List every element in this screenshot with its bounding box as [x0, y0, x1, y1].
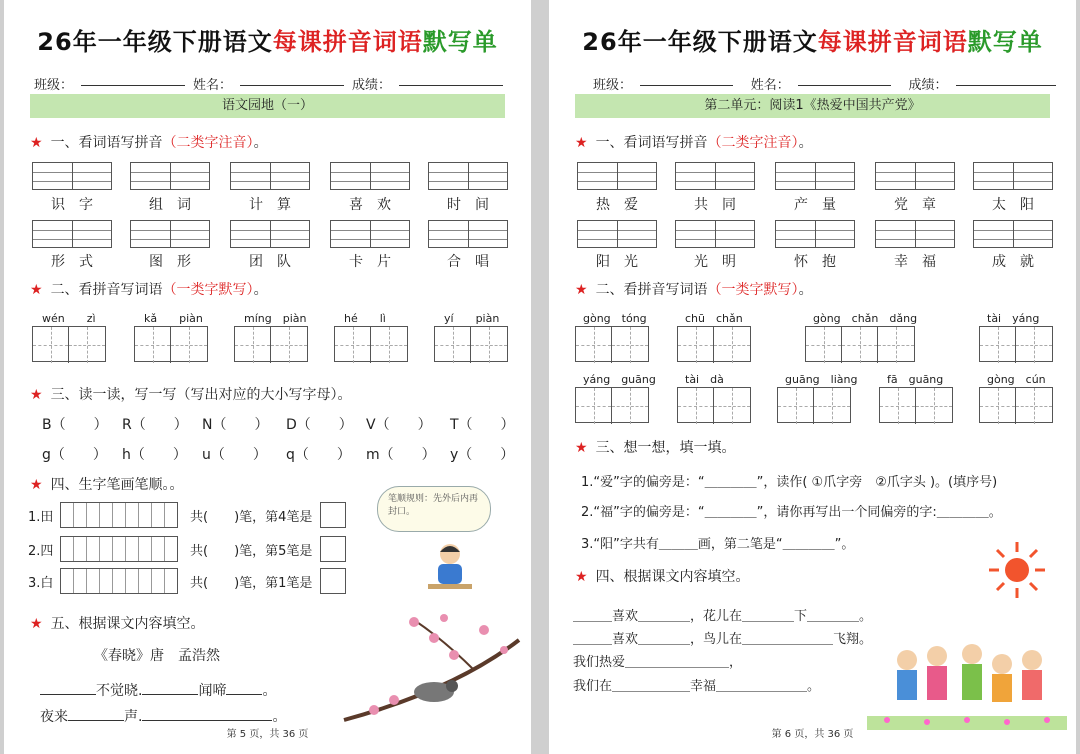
tian-cell[interactable]: [678, 388, 714, 424]
speech-bubble: 笔顺规则：先外后内再封口。: [377, 486, 491, 532]
tian-cell[interactable]: [678, 327, 714, 363]
grid-cell[interactable]: [371, 163, 410, 189]
name-field[interactable]: [798, 74, 891, 86]
title-part: 默写单: [422, 28, 498, 56]
section-text: 四、生字笔画笔顺。。: [50, 477, 184, 493]
section-end: 。: [798, 135, 813, 151]
word-label: 组 词: [149, 197, 191, 213]
tian-grid[interactable]: [134, 326, 208, 362]
section-text: 五、根据课文内容填空。: [50, 616, 205, 632]
tian-cell[interactable]: [980, 388, 1016, 424]
tian-grid[interactable]: [677, 387, 751, 423]
word-label: 合 唱: [447, 254, 489, 270]
blank[interactable]: [40, 683, 96, 695]
pinyin-write-grid[interactable]: [577, 220, 657, 248]
tian-cell[interactable]: [612, 388, 648, 424]
pinyin-write-grid[interactable]: [875, 162, 955, 190]
pinyin-label: kǎ piàn: [144, 312, 203, 325]
grid-cell[interactable]: [618, 163, 657, 189]
pinyin-write-grid[interactable]: [32, 220, 112, 248]
section-5-title: [30, 613, 205, 633]
name-label: 姓名：: [193, 78, 233, 93]
pinyin-write-grid[interactable]: [775, 220, 855, 248]
fill-line-3: 我们热爱＿＿＿＿＿＿＿＿，: [573, 655, 743, 670]
fill-line-4: 我们在＿＿＿＿＿＿幸福＿＿＿＿＿＿＿。: [573, 679, 821, 694]
tian-cell[interactable]: [171, 327, 207, 363]
star-icon: ★: [30, 387, 43, 403]
tian-cell[interactable]: [814, 388, 850, 424]
pinyin-write-grid[interactable]: [230, 220, 310, 248]
pinyin-write-grid[interactable]: [775, 162, 855, 190]
grid-cell[interactable]: [916, 163, 955, 189]
letter-pair: q（ ）: [286, 447, 351, 463]
tian-cell[interactable]: [806, 327, 842, 363]
name-label: 姓名：: [750, 78, 790, 93]
tian-cell[interactable]: [878, 327, 914, 363]
question-3: 3.“阳”字共有＿＿＿画，第二笔是“＿＿＿＿”。: [581, 537, 855, 552]
letter-pair: g（ ）: [42, 447, 107, 463]
tian-cell[interactable]: [135, 327, 171, 363]
tian-cell[interactable]: [69, 327, 105, 363]
pinyin-label: gòng cún: [987, 373, 1046, 386]
student-info: [34, 74, 511, 93]
tian-cell[interactable]: [778, 388, 814, 424]
word-label: 卡 片: [349, 254, 391, 270]
star-icon: ★: [30, 477, 43, 493]
title-part: 26年一年级下册语文: [582, 28, 818, 56]
grid-cell[interactable]: [578, 163, 618, 189]
poem-title: 《春晓》唐 孟浩然: [94, 648, 220, 664]
star-icon: ★: [575, 440, 588, 456]
name-field[interactable]: [240, 74, 344, 86]
score-label: 成绩：: [352, 78, 392, 93]
grid-cell[interactable]: [876, 163, 916, 189]
answer-box[interactable]: [320, 568, 346, 594]
tian-cell[interactable]: [235, 327, 271, 363]
letter-pair: h（ ）: [122, 447, 187, 463]
tian-cell[interactable]: [612, 327, 648, 363]
star-icon: ★: [575, 569, 588, 585]
grid-cell[interactable]: [331, 221, 371, 247]
stroke-order-grid[interactable]: [60, 568, 178, 594]
pinyin-label: chū chǎn: [685, 312, 743, 325]
word-label: 喜 欢: [349, 197, 391, 213]
word-label: 共 同: [694, 197, 736, 213]
student-info: [593, 74, 1056, 93]
pinyin-write-grid[interactable]: [130, 220, 210, 248]
answer-box[interactable]: [320, 502, 346, 528]
word-label: 光 明: [694, 254, 736, 270]
title-part: 每课拼音词语: [272, 28, 423, 56]
word-label: 党 章: [894, 197, 936, 213]
pinyin-write-grid[interactable]: [32, 162, 112, 190]
section-1-title: [575, 132, 813, 152]
grid-cell[interactable]: [429, 221, 469, 247]
star-icon: ★: [575, 135, 588, 151]
pinyin-label: gòng tóng: [583, 312, 647, 325]
grid-cell[interactable]: [171, 163, 210, 189]
fill-line-2: ＿＿＿喜欢＿＿＿＿，鸟儿在＿＿＿＿＿＿＿飞翔。: [573, 632, 873, 647]
star-icon: ★: [30, 282, 43, 298]
pinyin-write-grid[interactable]: [875, 220, 955, 248]
word-label: 幸 福: [894, 254, 936, 270]
section-text: 二、看拼音写词语: [595, 282, 708, 298]
poem-text: 。: [262, 683, 277, 699]
tian-cell[interactable]: [371, 327, 407, 363]
class-field[interactable]: [81, 74, 185, 86]
section-4-title: [30, 474, 184, 494]
tian-grid[interactable]: [979, 326, 1053, 362]
letter-pair: B（ ）: [42, 417, 108, 433]
letter-pair: T（ ）: [450, 417, 515, 433]
grid-cell[interactable]: [73, 221, 112, 247]
sun-icon: [985, 538, 1049, 602]
section-text: 二、看拼音写词语: [50, 282, 163, 298]
tian-cell[interactable]: [435, 327, 471, 363]
boy-drawing-icon: [422, 540, 478, 596]
tian-cell[interactable]: [335, 327, 371, 363]
grid-cell[interactable]: [916, 221, 955, 247]
grid-cell[interactable]: [331, 163, 371, 189]
grid-cell[interactable]: [271, 221, 310, 247]
tian-cell[interactable]: [271, 327, 307, 363]
grid-cell[interactable]: [816, 221, 855, 247]
word-label: 形 式: [51, 254, 93, 270]
worksheet-page-5: [4, 0, 531, 754]
letter-pair: R（ ）: [122, 417, 188, 433]
pinyin-label: gòng chǎn dǎng: [813, 312, 918, 325]
grid-cell[interactable]: [618, 221, 657, 247]
grid-cell[interactable]: [171, 221, 210, 247]
pinyin-label: wén zì: [42, 312, 96, 325]
pinyin-write-grid[interactable]: [675, 220, 755, 248]
letter-pair: y（ ）: [450, 447, 515, 463]
tian-cell[interactable]: [33, 327, 69, 363]
grid-cell[interactable]: [974, 221, 1014, 247]
pinyin-label: fā guāng: [887, 373, 944, 386]
stroke-question: 共( )笔，第5笔是: [190, 544, 313, 559]
stroke-row-label: 3.白: [28, 576, 54, 591]
grid-cell[interactable]: [1014, 163, 1053, 189]
tian-cell[interactable]: [880, 388, 916, 424]
page-title: [4, 22, 531, 57]
grid-cell[interactable]: [131, 221, 171, 247]
grid-cell[interactable]: [974, 163, 1014, 189]
grid-cell[interactable]: [231, 163, 271, 189]
poem-line-1: [40, 680, 276, 700]
letter-pair: N（ ）: [202, 417, 269, 433]
question-1: 1.“爱”字的偏旁是：“＿＿＿＿”，读作( ①爪字旁 ②爪字头 )。(填序号): [581, 475, 998, 490]
star-icon: ★: [575, 282, 588, 298]
title-part: 默写单: [967, 28, 1043, 56]
section-end: 。: [253, 135, 268, 151]
section-hint: （二类字注音）: [707, 135, 799, 151]
stroke-order-grid[interactable]: [60, 502, 178, 528]
section-end: 。: [253, 282, 268, 298]
word-label: 团 队: [249, 254, 291, 270]
tian-grid[interactable]: [777, 387, 851, 423]
letter-pair: m（ ）: [366, 447, 436, 463]
title-part: 26年一年级下册语文: [37, 28, 273, 56]
word-label: 计 算: [249, 197, 291, 213]
grid-cell[interactable]: [33, 163, 73, 189]
grid-cell[interactable]: [469, 221, 508, 247]
tian-cell[interactable]: [1016, 327, 1052, 363]
children-illustration: [867, 630, 1067, 730]
plum-blossom-bird-illustration: [334, 600, 524, 730]
pinyin-label: yáng guāng: [583, 373, 656, 386]
tian-grid[interactable]: [32, 326, 106, 362]
section-2-title: [30, 279, 268, 299]
pinyin-write-grid[interactable]: [973, 162, 1053, 190]
section-text: 四、根据课文内容填空。: [595, 569, 750, 585]
word-label: 怀 抱: [794, 254, 836, 270]
letter-pair: D（ ）: [286, 417, 353, 433]
section-text: 三、读一读，写一写（写出对应的大小写字母）。: [50, 387, 352, 403]
lesson-banner: 语文园地（一）: [30, 94, 505, 118]
stroke-row-label: 1.田: [28, 510, 54, 525]
grid-cell[interactable]: [716, 221, 755, 247]
grid-cell[interactable]: [33, 221, 73, 247]
grid-cell[interactable]: [776, 163, 816, 189]
poem-text: 闻啼: [198, 683, 227, 699]
title-part: 每课拼音词语: [817, 28, 968, 56]
grid-cell[interactable]: [876, 221, 916, 247]
poem-text: 。: [272, 709, 287, 725]
pinyin-write-grid[interactable]: [973, 220, 1053, 248]
tian-grid[interactable]: [575, 387, 649, 423]
section-4-title: [575, 566, 750, 586]
word-label: 时 间: [447, 197, 489, 213]
grid-cell[interactable]: [231, 221, 271, 247]
tian-cell[interactable]: [576, 327, 612, 363]
score-field[interactable]: [399, 74, 503, 86]
pinyin-write-grid[interactable]: [130, 162, 210, 190]
pinyin-write-grid[interactable]: [330, 162, 410, 190]
page-title: [549, 22, 1076, 57]
word-label: 阳 光: [596, 254, 638, 270]
pinyin-write-grid[interactable]: [230, 162, 310, 190]
lesson-banner: 第二单元：阅读1《热爱中国共产党》: [575, 94, 1050, 118]
section-3-title: [575, 437, 736, 457]
tian-cell[interactable]: [714, 388, 750, 424]
pinyin-write-grid[interactable]: [330, 220, 410, 248]
tian-grid[interactable]: [805, 326, 915, 362]
stroke-question: 共( )笔，第4笔是: [190, 510, 313, 525]
poem-text: 夜来: [40, 709, 68, 725]
pinyin-label: hé lì: [344, 312, 386, 325]
grid-cell[interactable]: [1014, 221, 1053, 247]
tian-cell[interactable]: [980, 327, 1016, 363]
star-icon: ★: [30, 135, 43, 151]
class-label: 班级：: [34, 78, 74, 93]
fill-line-1: ＿＿＿喜欢＿＿＿＿，花儿在＿＿＿＿下＿＿＿＿。: [573, 609, 873, 624]
section-3-title: [30, 384, 352, 404]
class-label: 班级：: [593, 78, 633, 93]
pinyin-label: tài dà: [685, 373, 724, 386]
score-label: 成绩：: [908, 78, 948, 93]
pinyin-label: guāng liàng: [785, 373, 858, 386]
section-end: 。: [798, 282, 813, 298]
section-text: 一、看词语写拼音: [595, 135, 708, 151]
page-footer: 第 6 页，共 36 页: [771, 729, 854, 740]
tian-grid[interactable]: [334, 326, 408, 362]
grid-cell[interactable]: [816, 163, 855, 189]
section-hint: （一类字默写）: [707, 282, 799, 298]
pinyin-write-grid[interactable]: [428, 220, 508, 248]
tian-grid[interactable]: [979, 387, 1053, 423]
section-text: 三、想一想，填一填。: [595, 440, 736, 456]
word-label: 图 形: [149, 254, 191, 270]
pinyin-write-grid[interactable]: [577, 162, 657, 190]
score-field[interactable]: [956, 74, 1056, 86]
pinyin-write-grid[interactable]: [675, 162, 755, 190]
word-label: 产 量: [794, 197, 836, 213]
tian-cell[interactable]: [916, 388, 952, 424]
blank[interactable]: [142, 683, 198, 695]
word-label: 识 字: [51, 197, 93, 213]
poem-text: 声.: [124, 709, 143, 725]
tian-grid[interactable]: [234, 326, 308, 362]
tian-grid[interactable]: [879, 387, 953, 423]
grid-cell[interactable]: [131, 163, 171, 189]
page-footer: 第 5 页，共 36 页: [226, 729, 309, 740]
star-icon: ★: [30, 616, 43, 632]
grid-cell[interactable]: [716, 163, 755, 189]
word-label: 热 爱: [596, 197, 638, 213]
grid-cell[interactable]: [578, 221, 618, 247]
stroke-row-label: 2.四: [28, 544, 54, 559]
pinyin-label: míng piàn: [244, 312, 307, 325]
stroke-question: 共( )笔，第1笔是: [190, 576, 313, 591]
pinyin-label: yí piàn: [444, 312, 500, 325]
pinyin-label: tài yáng: [987, 312, 1040, 325]
letter-pair: u（ ）: [202, 447, 267, 463]
blank[interactable]: [226, 683, 262, 695]
grid-cell[interactable]: [271, 163, 310, 189]
tian-grid[interactable]: [434, 326, 508, 362]
worksheet-page-6: [549, 0, 1076, 754]
section-hint: （二类字注音）: [162, 135, 254, 151]
tian-cell[interactable]: [842, 327, 878, 363]
question-2: 2.“福”字的偏旁是：“＿＿＿＿”，请你再写出一个同偏旁的字:＿＿＿＿。: [581, 505, 1002, 520]
tian-cell[interactable]: [576, 388, 612, 424]
tian-cell[interactable]: [714, 327, 750, 363]
section-2-title: [575, 279, 813, 299]
tian-cell[interactable]: [471, 327, 507, 363]
class-field[interactable]: [640, 74, 733, 86]
grid-cell[interactable]: [676, 221, 716, 247]
tian-cell[interactable]: [1016, 388, 1052, 424]
grid-cell[interactable]: [776, 221, 816, 247]
grid-cell[interactable]: [676, 163, 716, 189]
letter-pair: V（ ）: [366, 417, 432, 433]
section-1-title: [30, 132, 268, 152]
grid-cell[interactable]: [469, 163, 508, 189]
section-text: 一、看词语写拼音: [50, 135, 163, 151]
poem-line-2: [40, 706, 286, 726]
stroke-order-grid[interactable]: [60, 536, 178, 562]
pinyin-write-grid[interactable]: [428, 162, 508, 190]
tian-grid[interactable]: [575, 326, 649, 362]
grid-cell[interactable]: [429, 163, 469, 189]
grid-cell[interactable]: [371, 221, 410, 247]
poem-text: 不觉晓.: [96, 683, 143, 699]
blank[interactable]: [68, 709, 124, 721]
blank[interactable]: [142, 709, 272, 721]
tian-grid[interactable]: [677, 326, 751, 362]
word-label: 成 就: [992, 254, 1034, 270]
answer-box[interactable]: [320, 536, 346, 562]
section-hint: （一类字默写）: [162, 282, 254, 298]
word-label: 太 阳: [992, 197, 1034, 213]
grid-cell[interactable]: [73, 163, 112, 189]
